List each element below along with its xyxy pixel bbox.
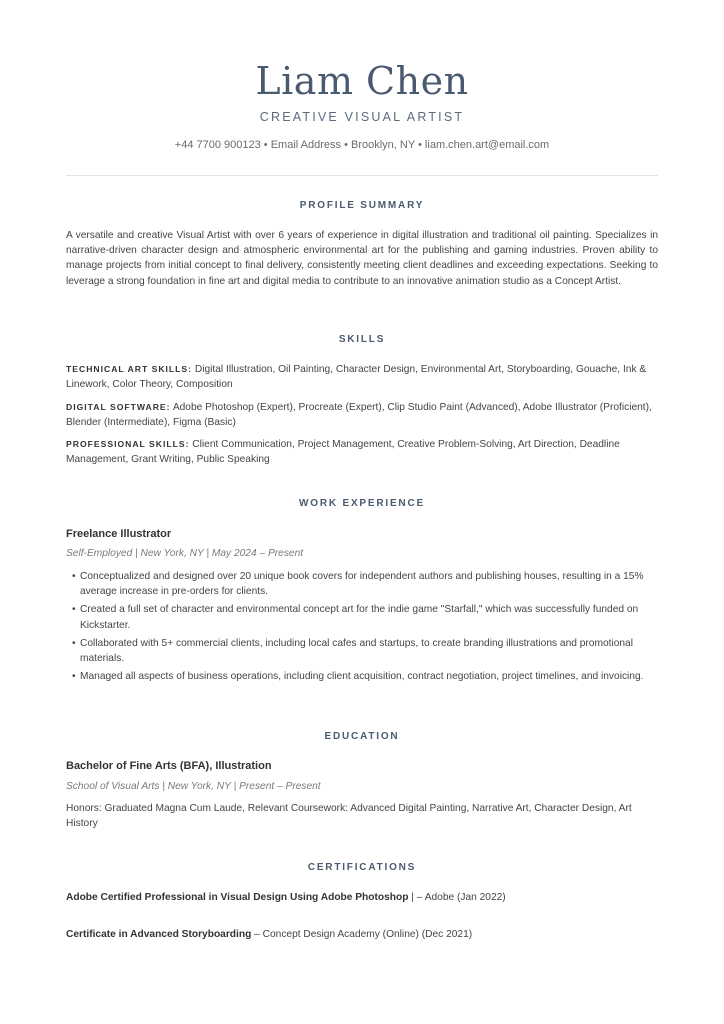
- bullet-icon: •: [72, 604, 76, 616]
- skill-label: PROFESSIONAL SKILLS:: [66, 439, 190, 449]
- certification-detail: – Adobe (Jan 2022): [416, 892, 506, 903]
- job-title: Freelance Illustrator: [66, 528, 172, 540]
- bullet-icon: •: [72, 571, 76, 582]
- certification-item: Adobe Certified Professional in Visual Design Using Adobe Photoshop | – Adobe (Jan 2022): [66, 892, 506, 903]
- skill-label: TECHNICAL ART SKILLS:: [66, 364, 193, 374]
- work-experience-heading: WORK EXPERIENCE: [299, 498, 425, 509]
- list-item: • Conceptualized and designed over 20 unique book covers for independent authors and publishing houses, resulting in a 15% average increase in pre-orders for clients.: [72, 571, 644, 598]
- education-meta: School of Visual Arts | New York, NY | Present – Present: [66, 781, 321, 792]
- profile-summary-text: A versatile and creative Visual Artist with over 6 years of experience in digital illustration and traditional oil painting. Specializes in narrative-driven character design and atmospheric environmental art for the publishing and gaming industries. Proven ability to manage projects from initial concept to final delivery, consistently meeting client deadlines and exceeding expectations. Seeking to leverage a strong foundation in fine art and digital media to contribute to an innovative animation studio as a Concept Artist.: [66, 230, 658, 287]
- skill-value: Adobe Photoshop (Expert), Procreate (Expert), Clip Studio Paint (Advanced), Adobe Illustrator (Proficient), Blender (Intermediate), Figma (Basic): [66, 402, 652, 429]
- skill-professional: [66, 437, 658, 467]
- bullet-icon: •: [72, 671, 76, 683]
- certification-name: Adobe Certified Professional in Visual Design Using Adobe Photoshop: [66, 892, 409, 903]
- skills-heading: SKILLS: [338, 334, 386, 345]
- education-heading: EDUCATION: [324, 731, 400, 742]
- list-item: • Collaborated with 5+ commercial clients, including local cafes and startups, to create branding illustrations and promotional materials.: [72, 637, 633, 665]
- degree-title: Bachelor of Fine Arts (BFA), Illustration: [66, 760, 272, 772]
- education-honors: Honors: Graduated Magna Cum Laude, Relevant Coursework: Advanced Digital Painting, Narrative Art, Character Design, Art History: [66, 803, 632, 830]
- job-bullets: [66, 569, 658, 687]
- list-item: • Managed all aspects of business operations, including client acquisition, contract negotiation, project timelines, and invoicing.: [66, 669, 658, 684]
- header-divider: [66, 175, 658, 176]
- contact-line: +44 7700 900123 • Email Address • Brooklyn, NY • liam.chen.art@email.com: [174, 139, 550, 151]
- bullet-icon: •: [72, 637, 76, 649]
- skill-label: DIGITAL SOFTWARE:: [66, 402, 171, 412]
- skill-software: [66, 400, 658, 430]
- job-meta: Self-Employed | New York, NY | May 2024 – Present: [66, 548, 304, 559]
- candidate-name: Liam Chen: [255, 59, 469, 103]
- certification-item: [66, 927, 658, 942]
- list-item: • Created a full set of character and environmental concept art for the indie game "Starfall," which was successfully funded on Kickstarter.: [72, 604, 639, 631]
- certification-name: Certificate in Advanced Storyboarding: [66, 929, 252, 940]
- certifications-heading: CERTIFICATIONS: [307, 862, 417, 873]
- skill-value: Client Communication, Project Management, Creative Problem-Solving, Art Direction, Deadline Management, Grant Writing, Public Speaking: [66, 439, 620, 466]
- profile-summary-heading: PROFILE SUMMARY: [299, 200, 425, 211]
- candidate-title: CREATIVE VISUAL ARTIST: [259, 110, 465, 124]
- certification-detail: – Concept Design Academy (Online) (Dec 2021): [254, 929, 473, 940]
- skill-value: Digital Illustration, Oil Painting, Character Design, Environmental Art, Storyboarding, Gouache, Ink & Linework, Color Theory, Composition: [66, 364, 647, 391]
- skill-technical: [66, 362, 658, 392]
